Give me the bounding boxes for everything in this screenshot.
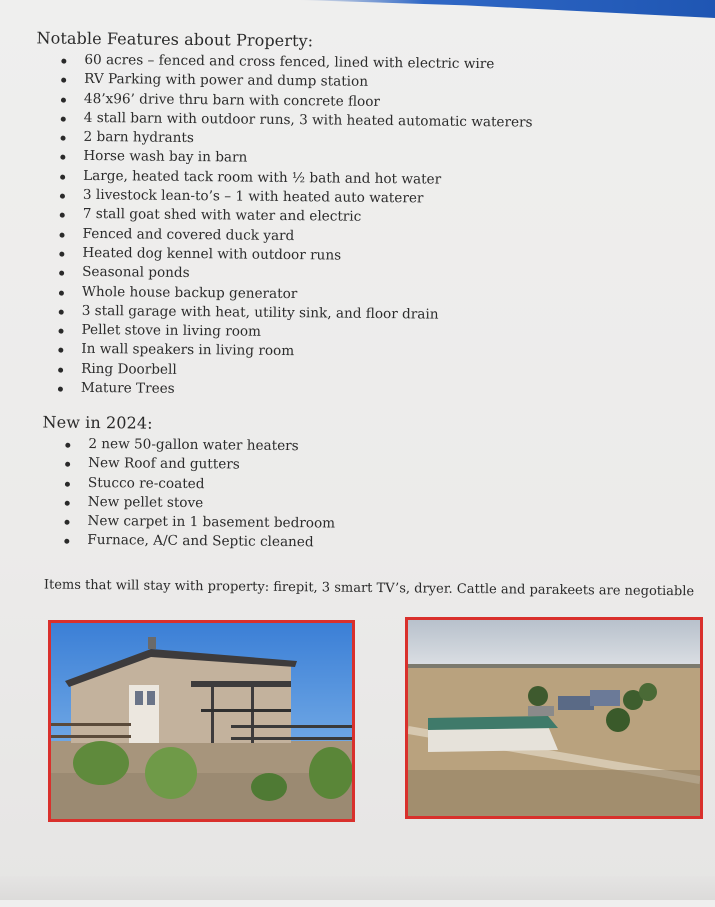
list-item: New carpet in 1 basement bedroom <box>62 512 335 534</box>
list-item: Horse wash bay in barn <box>58 147 532 171</box>
list-item: 3 stall garage with heat, utility sink, and floor drain <box>57 301 531 325</box>
list-item: RV Parking with power and dump station <box>59 70 533 94</box>
list-item: 4 stall barn with outdoor runs, 3 with heated automatic waterers <box>59 109 533 133</box>
list-item: Heated dog kennel with outdoor runs <box>57 244 531 268</box>
list-item: Fenced and covered duck yard <box>57 224 531 248</box>
list-item: 7 stall goat shed with water and electric <box>58 205 532 229</box>
list-item: 48’x96’ drive thru barn with concrete floor <box>59 89 533 113</box>
list-item: Stucco re-coated <box>63 473 336 495</box>
list-item: 3 livestock lean-to’s – 1 with heated auto waterer <box>58 186 532 210</box>
new-2024-list <box>62 435 336 554</box>
list-item: Mature Trees <box>56 379 530 403</box>
page-bottom-edge <box>0 876 715 900</box>
barn-photo <box>48 620 355 822</box>
list-item: In wall speakers in living room <box>56 340 530 364</box>
list-item: Seasonal ponds <box>57 263 531 287</box>
list-item: 60 acres – fenced and cross fenced, lined with electric wire <box>59 51 533 75</box>
list-item: Furnace, A/C and Septic cleaned <box>62 531 335 553</box>
list-item: Pellet stove in living room <box>56 321 530 345</box>
barn-photo-image <box>51 623 352 819</box>
new-2024-heading: New in 2024: <box>42 412 153 433</box>
list-item: New Roof and gutters <box>63 454 336 476</box>
aerial-ranch-photo <box>405 617 703 819</box>
list-item: New pellet stove <box>63 493 336 515</box>
list-item: Ring Doorbell <box>56 359 530 383</box>
list-item: Large, heated tack room with ½ bath and hot water <box>58 166 532 190</box>
list-item: Whole house backup generator <box>57 282 531 306</box>
items-staying-note: Items that will stay with property: firepit, 3 smart TV’s, dryer. Cattle and parakeets are negotiable <box>43 577 695 600</box>
features-heading: Notable Features about Property: <box>36 28 314 51</box>
aerial-ranch-photo-image <box>408 620 700 816</box>
list-item: 2 new 50-gallon water heaters <box>63 435 336 457</box>
list-item: 2 barn hydrants <box>58 128 532 152</box>
features-list <box>56 51 533 403</box>
